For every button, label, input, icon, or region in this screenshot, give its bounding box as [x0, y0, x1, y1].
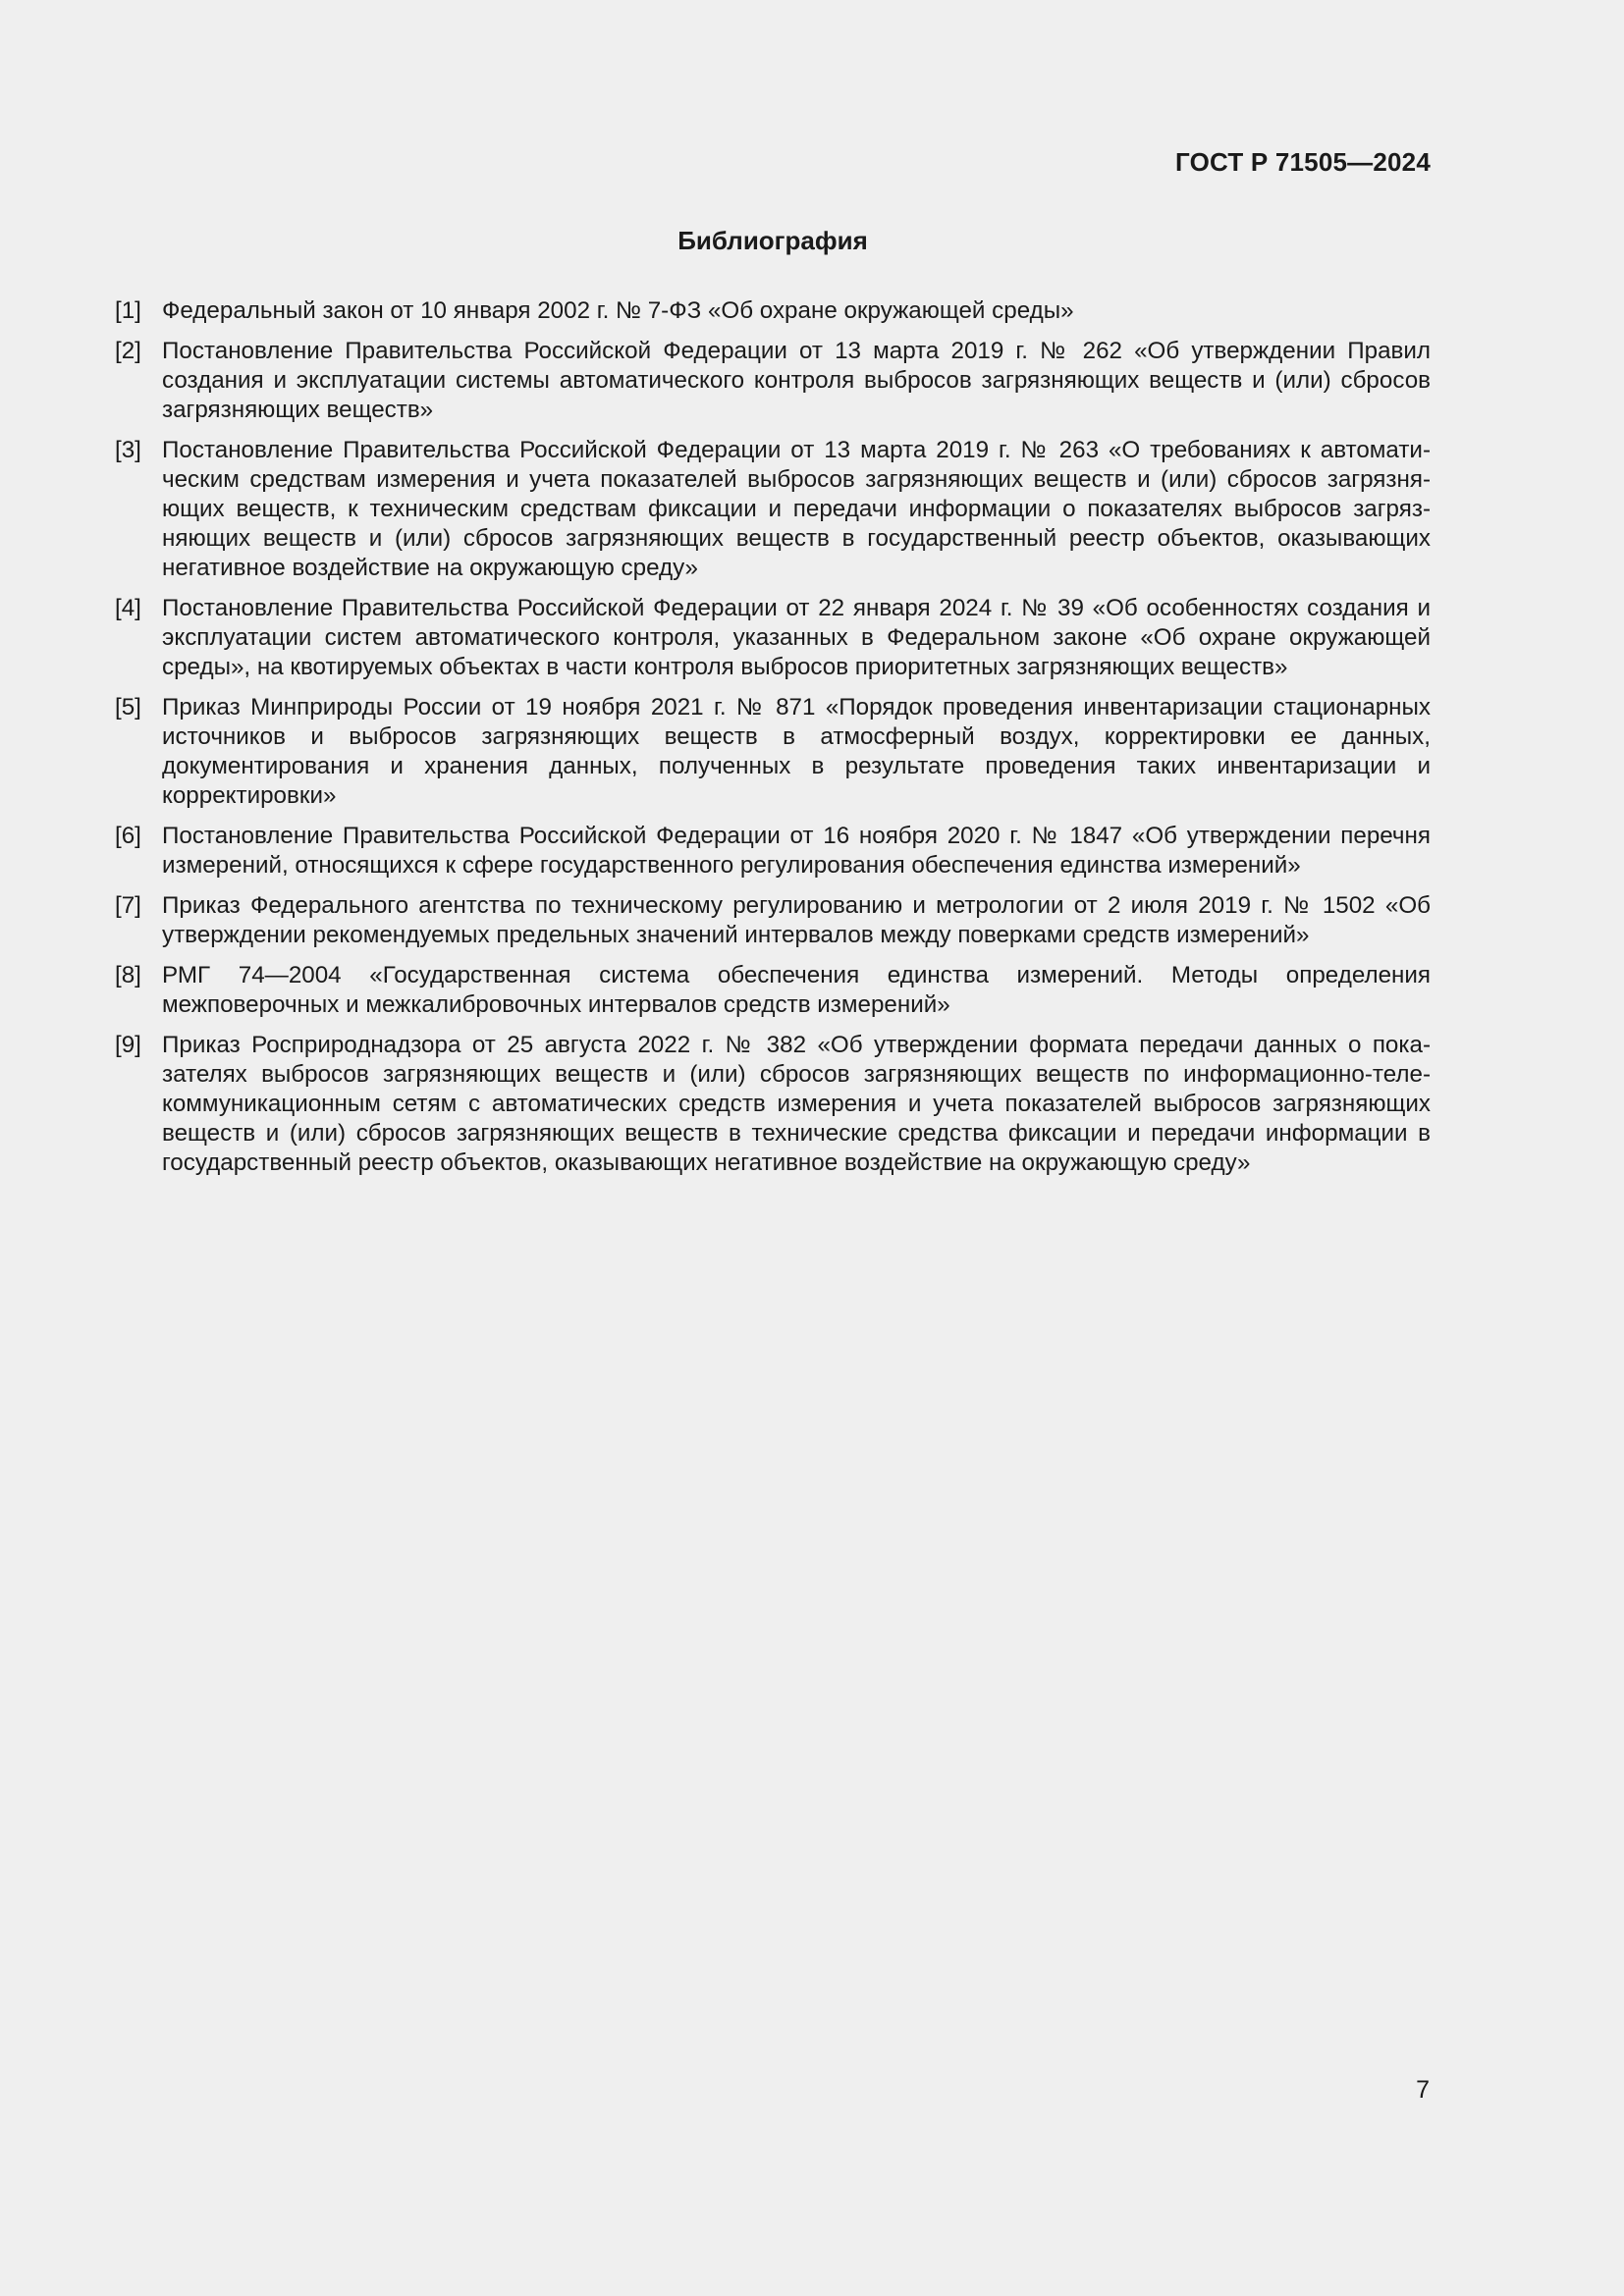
reference-number: [3] [115, 437, 141, 463]
reference-item [115, 822, 1431, 881]
reference-number: [8] [115, 962, 141, 988]
reference-item [115, 891, 1431, 950]
reference-text: Приказ Минприроды России от 19 ноября 2021 г. № 871 «Порядок проведения инвентаризации стационарных источников и выбросов загрязняющих веществ в атмосферный воздух, корректировки ее данных, документирования и хранения данных, полученных в результате проведения таких инвентаризации и корректировки» [162, 694, 1431, 809]
reference-text: Постановление Правительства Российской Федерации от 13 марта 2019 г. № 262 «Об утверждении Правил создания и эксплуатации системы автоматического контроля выбросов загрязняющих веществ и (или) сбросов загрязняющих веществ» [162, 338, 1431, 423]
reference-item [115, 296, 1431, 326]
reference-text: Федеральный закон от 10 января 2002 г. № 7-ФЗ «Об охране окружающей среды» [162, 297, 1074, 324]
reference-item [115, 693, 1431, 811]
bibliography-list [115, 296, 1431, 1189]
reference-item [115, 1031, 1431, 1178]
reference-item [115, 594, 1431, 682]
document-code: ГОСТ Р 71505—2024 [1175, 147, 1431, 177]
reference-number: [1] [115, 297, 141, 324]
reference-number: [7] [115, 892, 141, 919]
reference-text: Приказ Федерального агентства по техническому регулированию и метрологии от 2 июля 2019 г. № 1502 «Об утверждении рекомендуемых предельных значений интервалов между поверками средств измерений» [162, 892, 1431, 948]
reference-text: Постановление Правительства Российской Федерации от 22 января 2024 г. № 39 «Об особенностях создания и эксплуатации систем автоматического контроля, указанных в Федеральном законе «Об охране окружающей среды», на квотируемых объектах в части контроля выбросов приоритетных загрязняющих веществ» [162, 595, 1431, 680]
reference-text: Постановление Правительства Российской Федерации от 16 ноября 2020 г. № 1847 «Об утверждении перечня измерений, относящихся к сфере государственного регулирования обеспечения единства измерений» [162, 823, 1431, 879]
reference-number: [6] [115, 823, 141, 849]
reference-text: РМГ 74—2004 «Государственная система обеспечения единства измерений. Методы определения межповерочных и межкалибровочных интервалов средств измерений» [162, 962, 1431, 1018]
reference-item [115, 961, 1431, 1020]
section-title: Библиография [677, 226, 868, 255]
reference-number: [5] [115, 694, 141, 721]
reference-item [115, 436, 1431, 583]
reference-number: [9] [115, 1032, 141, 1058]
reference-text: Постановление Правительства Российской Федерации от 13 марта 2019 г. № 263 «О требованиях к автоматическим средствам измерения и учета показателей выбросов загрязняющих веществ и (или) сбросов загрязняющих веществ, к техническим средствам фиксации и передачи информации о показателях выбросов загрязняющих веществ и (или) сбросов загрязняющих веществ в государственный реестр объектов, оказывающих негативное воздействие на окружающую среду» [162, 437, 1431, 581]
reference-number: [2] [115, 338, 141, 364]
reference-item [115, 337, 1431, 425]
reference-number: [4] [115, 595, 141, 621]
page-number: 7 [1416, 2076, 1430, 2104]
reference-text: Приказ Росприроднадзора от 25 августа 2022 г. № 382 «Об утверждении формата передачи данных о показателях выбросов загрязняющих веществ и (или) сбросов загрязняющих веществ по информационно-телекоммуникационным сетям с автоматических средств измерения и учета показателей выбросов загрязняющих веществ и (или) сбросов загрязняющих веществ в технические средства фиксации и передачи информации в государственный реестр объектов, оказывающих негативное воздействие на окружающую среду» [162, 1032, 1431, 1176]
